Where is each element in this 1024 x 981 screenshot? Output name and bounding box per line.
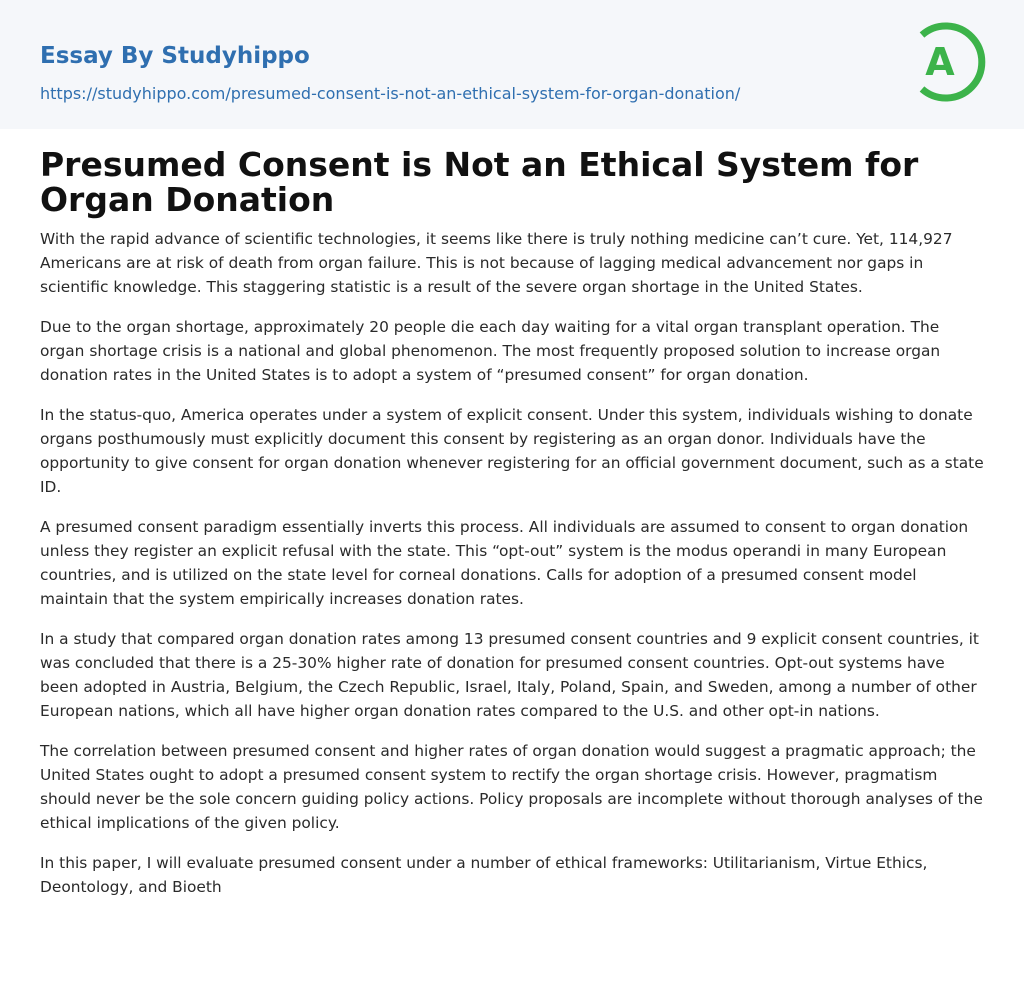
studyhippo-logo-icon — [912, 19, 986, 105]
paragraph: The correlation between presumed consent and higher rates of organ donation would suggest a pragmatic approach; the United States ought to adopt a presumed consent system to rectify the organ shortage crisis. However, pragmatism should never be the sole concern guiding policy actions. Policy proposals are incomplete without thorough analyses of the ethical implications of the given policy. — [40, 742, 983, 832]
site-header — [0, 0, 1024, 129]
paragraph: With the rapid advance of scientific technologies, it seems like there is truly nothing medicine can’t cure. Yet, 114,927 Americans are at risk of death from organ failure. This is not because of lagging medical advancement nor gaps in scientific knowledge. This staggering statistic is a result of the severe organ shortage in the United States. — [40, 230, 953, 296]
essay-url-link[interactable]: https://studyhippo.com/presumed-consent-is-not-an-ethical-system-for-organ-donation/ — [40, 84, 741, 103]
paragraph: A presumed consent paradigm essentially inverts this process. All individuals are assumed to consent to organ donation unless they register an explicit refusal with the state. This “opt-out” system is the modus operandi in many European countries, and is utilized on the state level for corneal donations. Calls for adoption of a presumed consent model maintain that the system empirically increases donation rates. — [40, 518, 969, 608]
paragraph: In the status-quo, America operates under a system of explicit consent. Under this system, individuals wishing to donate organs posthumously must explicitly document this consent by registering as an organ donor. Individuals have the opportunity to give consent for organ donation whenever registering for an official government document, such as a state ID. — [40, 406, 984, 496]
article — [0, 147, 1024, 899]
page-title: Presumed Consent is Not an Ethical System for Organ Donation — [40, 145, 919, 219]
paragraph: In this paper, I will evaluate presumed consent under a number of ethical frameworks: Utilitarianism, Virtue Ethics, Deontology, and Bioeth — [40, 854, 928, 896]
logo-letter: A — [925, 40, 955, 84]
site-brand: Essay By Studyhippo — [40, 43, 310, 69]
article-body — [40, 227, 984, 899]
paragraph: In a study that compared organ donation rates among 13 presumed consent countries and 9 explicit consent countries, it was concluded that there is a 25-30% higher rate of donation for presumed consent countries. Opt-out systems have been adopted in Austria, Belgium, the Czech Republic, Israel, Italy, Poland, Spain, and Sweden, among a number of other European nations, which all have higher organ donation rates compared to the U.S. and other opt-in nations. — [40, 630, 979, 720]
paragraph: Due to the organ shortage, approximately 20 people die each day waiting for a vital organ transplant operation. The organ shortage crisis is a national and global phenomenon. The most frequently proposed solution to increase organ donation rates in the United States is to adopt a system of “presumed consent” for organ donation. — [40, 318, 941, 384]
